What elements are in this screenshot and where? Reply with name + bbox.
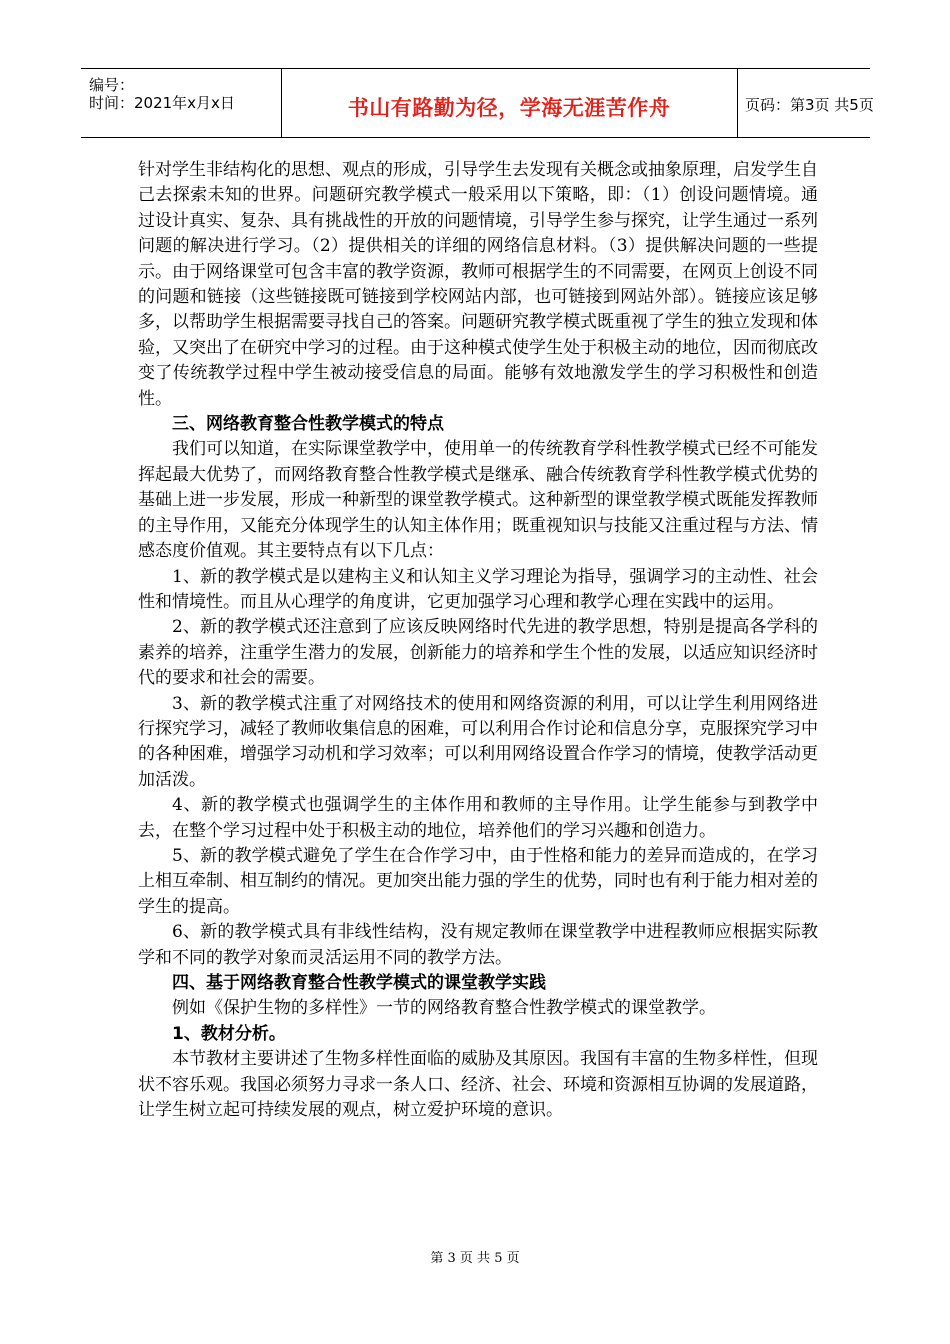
header-page-cell: [737, 69, 874, 137]
feature-item-3: 3、新的教学模式注重了对网络技术的使用和网络资源的利用，可以让学生利用网络进行探究学习，减轻了教师收集信息的困难，可以利用合作讨论和信息分享，克服探究学习中的各种困难，增强学习动机和学习效率；可以利用网络设置合作学习的情境，使教学活动更加活泼。: [138, 693, 818, 790]
paragraph-problem-research: 针对学生非结构化的思想、观点的形成，引导学生去发现有关概念或抽象原理，启发学生自己去探索未知的世界。问题研究教学模式一般采用以下策略，即：（1）创设问题情境。通过设计真实、复杂、具有挑战性的开放的问题情境，引导学生参与探究，让学生通过一系列问题的解决进行学习。（2）提供相关的详细的网络信息材料。（3）提供解决问题的一些提示。由于网络课堂可包含丰富的教学资源，教师可根据学生的不同需要，在网页上创设不同的问题和链接（这些链接既可链接到学校网站内部，也可链接到网站外部）。链接应该足够多，以帮助学生根据需要寻找自己的答案。问题研究教学模式既重视了学生的独立发现和体验，又突出了在研究中学习的过程。由于这种模式使学生处于积极主动的地位，因而彻底改变了传统教学过程中学生被动接受信息的局面。能够有效地激发学生的学习积极性和创造性。: [138, 160, 818, 409]
section-heading-4: 四、基于网络教育整合性教学模式的课堂教学实践: [172, 973, 546, 993]
page-header: [81, 68, 874, 138]
feature-item-5: 5、新的教学模式避免了学生在合作学习中，由于性格和能力的差异而造成的，在学习上相互牵制、相互制约的情况。更加突出能力强的学生的优势，同时也有利于能力相对差的学生的提高。: [138, 845, 818, 917]
feature-item-6: 6、新的教学模式具有非线性结构，没有规定教师在课堂教学中进程教师应根据实际教学和不同的教学对象而灵活运用不同的教学方法。: [138, 922, 818, 968]
header-meta-cell: [81, 69, 282, 137]
doc-time-label: 时间：2021年x月x日: [89, 94, 235, 112]
feature-item-4: 4、新的教学模式也强调学生的主体作用和教师的主导作用。让学生能参与到教学中去，在整个学习过程中处于积极主动的地位，培养他们的学习兴趣和创造力。: [138, 795, 818, 841]
feature-item-1: 1、新的教学模式是以建构主义和认知主义学习理论为指导，强调学习的主动性、社会性和情境性。而且从心理学的角度讲，它更加强学习心理和教学心理在实践中的运用。: [138, 566, 818, 612]
motto-text: 书山有路勤为径，学海无涯苦作舟: [347, 96, 671, 120]
paragraph-material-analysis: 本节教材主要讲述了生物多样性面临的威胁及其原因。我国有丰富的生物多样性，但现状不容乐观。我国必须努力寻求一条人口、经济、社会、环境和资源相互协调的发展道路，让学生树立起可持续发展的观点，树立爱护环境的意识。: [138, 1049, 818, 1121]
document-body: [138, 158, 818, 1123]
feature-item-2: 2、新的教学模式还注意到了应该反映网络时代先进的教学思想，特别是提高各学科的素养的培养，注重学生潜力的发展，创新能力的培养和学生个性的发展，以适应知识经济时代的要求和社会的需要。: [138, 617, 818, 689]
header-motto-cell: [281, 69, 738, 137]
section-heading-3: 三、网络教育整合性教学模式的特点: [172, 414, 444, 435]
paragraph-features-intro: 我们可以知道，在实际课堂教学中，使用单一的传统教育学科性教学模式已经不可能发挥起最大优势了，而网络教育整合性教学模式是继承、融合传统教育学科性教学模式优势的基础上进一步发展，形成一种新型的课堂教学模式。这种新型的课堂教学模式既能发挥教师的主导作用，又能充分体现学生的认知主体作用；既重视知识与技能又注重过程与方法、情感态度价值观。其主要特点有以下几点：: [138, 439, 818, 562]
doc-number-label: 编号：: [89, 76, 135, 94]
paragraph-example: 例如《保护生物的多样性》一节的网络教育整合性教学模式的课堂教学。: [172, 998, 716, 1019]
header-page-number: 页码：第3页 共5页: [745, 96, 874, 114]
subsection-heading-1: 1、教材分析。: [172, 1023, 286, 1044]
page-footer: 第 3 页 共 5 页: [430, 1251, 520, 1266]
